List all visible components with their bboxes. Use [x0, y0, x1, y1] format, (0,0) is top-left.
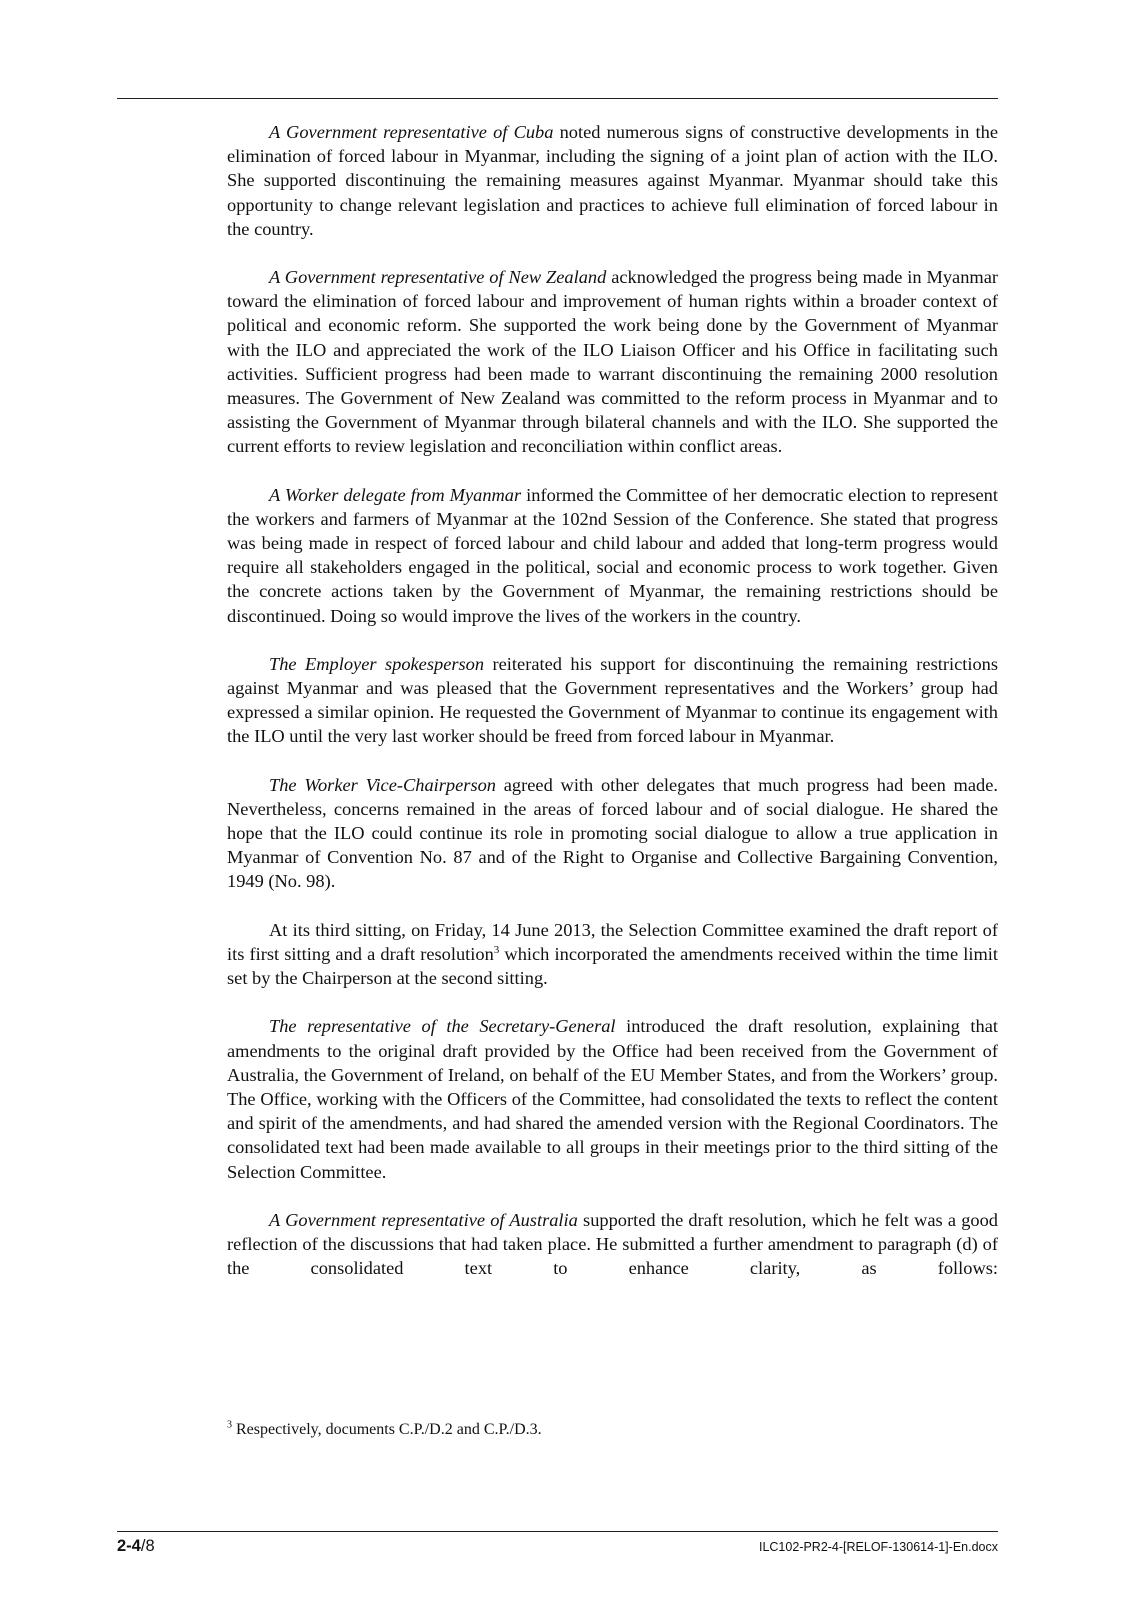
paragraph-text: reiterated his support for discontinuing the remaining restrictions against Myanmar and was pleased that the Government representatives and the Workers’ group had expressed a similar opinion. He requested the Government of Myanmar to continue its engagement with the ILO until the very last worker should be freed from forced labour in Myanmar. — [227, 653, 999, 747]
paragraph-new-zealand — [227, 265, 998, 459]
footnote-reference[interactable]: 3 — [493, 943, 500, 956]
document-reference: ILC102-PR2-4-[RELOF-130614-1]-En.docx — [758, 1540, 998, 1554]
paragraph-worker-myanmar — [227, 483, 998, 628]
paragraph-cuba — [227, 120, 998, 241]
paragraph-text: At its third sitting, on Friday, 14 June 2013, the Selection Committee examined the draft report of its first sitting and a draft resolution — [227, 919, 998, 964]
paragraph-text: which incorporated the amendments received within the time limit set by the Chairperson at the second sitting. — [227, 943, 998, 989]
speaker-name: A Worker delegate from Myanmar — [269, 484, 522, 505]
document-body — [227, 120, 998, 1280]
speaker-name: A Government representative of New Zealand — [269, 267, 607, 288]
header-rule — [117, 98, 998, 99]
paragraph-third-sitting — [227, 918, 998, 991]
footnote-text: Respectively, documents C.P./D.2 and C.P./D.3. — [232, 1421, 542, 1438]
page-number-section: 2-4 — [117, 1537, 141, 1555]
footnote — [227, 1420, 998, 1440]
paragraph-text: agreed with other delegates that much progress had been made. Nevertheless, concerns remained in the areas of forced labour and of social dialogue. He shared the hope that the ILO could continue its role in promoting social dialogue to allow a true application in Myanmar of Convention No. 87 and of the Right to Organise and Collective Bargaining Convention, 1949 (No. 98). — [227, 774, 998, 892]
paragraph-employer-spokesperson — [227, 652, 998, 749]
paragraph-secretary-general — [227, 1014, 998, 1183]
speaker-name: The Employer spokesperson — [269, 653, 485, 674]
speaker-name: A Government representative of Australia — [269, 1209, 578, 1230]
paragraph-australia — [227, 1208, 998, 1281]
paragraph-text: informed the Committee of her democratic election to represent the workers and farmers of Myanmar at the 102nd Session of the Conference. She stated that progress was being made in respect of forced labour and child labour and added that long-term progress would require all stakeholders engaged in the political, social and economic process to work together. Given the concrete actions taken by the Government of Myanmar, the remaining restrictions should be discontinued. Doing so would improve the lives of the workers in the country. — [227, 484, 998, 626]
paragraph-text: introduced the draft resolution, explaining that amendments to the original draft provided by the Office had been received from the Government of Australia, the Government of Ireland, on behalf of the EU Member States, and from the Workers’ group. The Office, working with the Officers of the Committee, had consolidated the texts to reflect the content and spirit of the amendments, and had shared the amended version with the Regional Coordinators. The consolidated text had been made available to all groups in their meetings prior to the third sitting of the Selection Committee. — [227, 1016, 998, 1182]
paragraph-text: noted numerous signs of constructive developments in the elimination of forced labour in Myanmar, including the signing of a joint plan of action with the ILO. She supported discontinuing the remaining measures against Myanmar. Myanmar should take this opportunity to change relevant legislation and practices to achieve full elimination of forced labour in the country. — [227, 122, 998, 239]
footnote-number: 3 — [227, 1419, 232, 1431]
speaker-name: The representative of the Secretary-General — [269, 1016, 616, 1037]
speaker-name: A Government representative of Cuba — [269, 122, 554, 142]
speaker-name: The Worker Vice-Chairperson — [269, 774, 496, 795]
page-number-total: /8 — [140, 1537, 155, 1555]
page-number — [117, 1537, 155, 1556]
paragraph-worker-vice-chair — [227, 773, 998, 894]
paragraph-text: supported the draft resolution, which he felt was a good reflection of the discussions that had taken place. He submitted a further amendment to paragraph (d) of the consolidated text to enhance clarity, as follows: — [227, 1209, 998, 1279]
paragraph-text: acknowledged the progress being made in Myanmar toward the elimination of forced labour and improvement of human rights within a broader context of political and economic reform. She supported the work being done by the Government of Myanmar with the ILO and appreciated the work of the ILO Liaison Officer and his Office in facilitating such activities. Sufficient progress had been made to warrant discontinuing the remaining 2000 resolution measures. The Government of New Zealand was committed to the reform process in Myanmar and to assisting the Government of Myanmar through bilateral channels and with the ILO. She supported the current efforts to review legislation and reconciliation within conflict areas. — [227, 267, 998, 457]
footer-rule — [117, 1531, 998, 1532]
